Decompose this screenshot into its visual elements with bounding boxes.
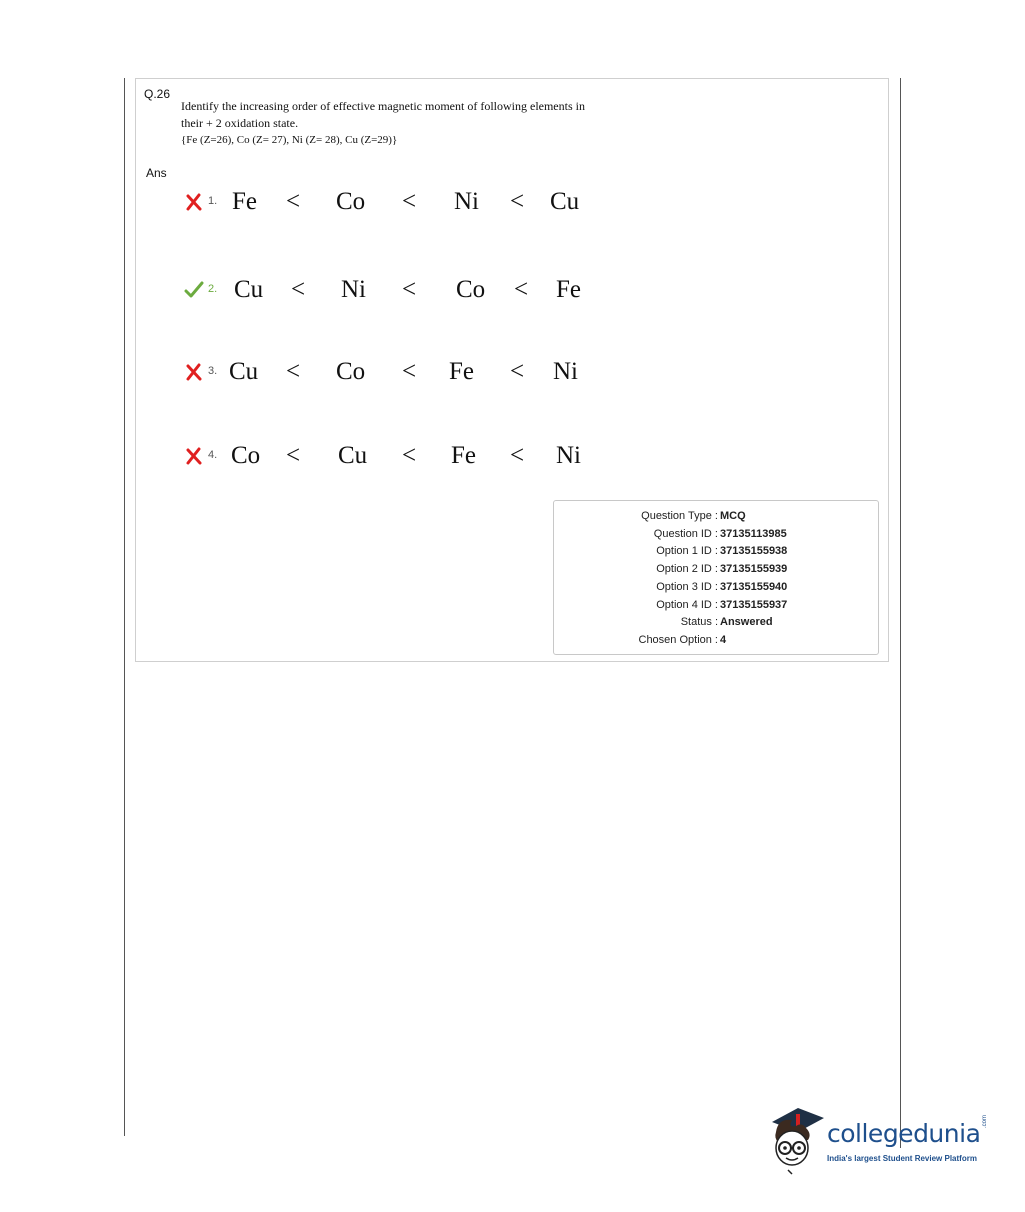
info-row [554,510,746,522]
element-symbol: Fe [556,276,581,303]
element-symbol: Ni [341,276,366,303]
less-than-symbol: < [402,188,417,215]
info-value: 37135155939 [720,563,788,576]
element-symbol: Fe [232,188,257,215]
info-row [554,598,788,611]
less-than-symbol: < [402,442,417,469]
logo-wordmark: collegedunia [827,1119,981,1148]
collegedunia-logo [768,1104,993,1176]
element-symbol: Fe [449,358,474,385]
less-than-symbol: < [286,442,301,469]
mascot-icon [768,1104,826,1176]
element-symbol: Fe [451,442,476,469]
logo-tagline: India's largest Student Review Platform [827,1154,977,1163]
element-symbol: Co [456,276,486,303]
cross-icon [184,192,204,212]
element-symbol: Cu [550,188,580,215]
option-number: 4. [208,449,218,461]
less-than-symbol: < [286,188,301,215]
info-label: Status : [680,616,718,629]
answer-label: Ans [146,166,167,180]
info-row [554,580,788,593]
check-icon [184,280,204,300]
info-value: MCQ [720,510,746,522]
question-number: Q.26 [144,87,171,101]
element-symbol: Cu [234,276,264,303]
info-label: Option 1 ID : [656,545,718,558]
info-label: Option 2 ID : [656,563,718,576]
less-than-symbol: < [510,358,525,385]
element-symbol: Cu [229,358,259,385]
info-value: Answered [720,616,773,629]
less-than-symbol: < [291,276,306,303]
info-value: 37135155938 [720,545,788,558]
question-line-1: Identify the increasing order of effective magnetic moment of following elements in [181,99,585,113]
element-symbol: Co [231,442,261,469]
question-info-box [553,500,879,655]
less-than-symbol: < [286,358,301,385]
info-label: Question Type : [641,510,718,522]
question-text [181,98,701,149]
info-value: 4 [720,633,727,646]
info-value: 37135155940 [720,580,788,593]
element-symbol: Ni [556,442,581,469]
element-symbol: Ni [553,358,578,385]
info-row [554,545,788,558]
option-number: 1. [208,195,218,207]
less-than-symbol: < [402,358,417,385]
question-line-2: their + 2 oxidation state. [181,116,299,130]
logo-suffix: .com [982,1114,988,1128]
info-row [554,527,787,540]
element-symbol: Ni [454,188,479,215]
option-number: 2. [208,283,218,295]
info-row [554,616,773,629]
answer-option-1 [184,187,684,217]
info-value: 37135113985 [720,527,787,540]
less-than-symbol: < [514,276,529,303]
info-label: Chosen Option : [638,633,718,646]
less-than-symbol: < [510,188,525,215]
info-label: Option 3 ID : [656,580,718,593]
cross-icon [184,362,204,382]
info-value: 37135155937 [720,598,788,611]
page-margin-line-left [124,78,125,1136]
less-than-symbol: < [510,442,525,469]
answer-option-2 [184,275,684,305]
question-panel [135,78,889,662]
question-line-3: {Fe (Z=26), Co (Z= 27), Ni (Z= 28), Cu (Z=29)} [181,134,398,146]
info-label: Option 4 ID : [656,598,718,611]
element-symbol: Co [336,188,366,215]
element-symbol: Co [336,358,366,385]
info-label: Question ID : [653,527,718,540]
info-row [554,633,727,646]
answer-option-3 [184,357,684,387]
info-row [554,563,788,576]
cross-icon [184,446,204,466]
element-symbol: Cu [338,442,368,469]
page-margin-line-right [900,78,901,1148]
option-number: 3. [208,365,218,377]
less-than-symbol: < [402,276,417,303]
answer-option-4 [184,441,684,471]
